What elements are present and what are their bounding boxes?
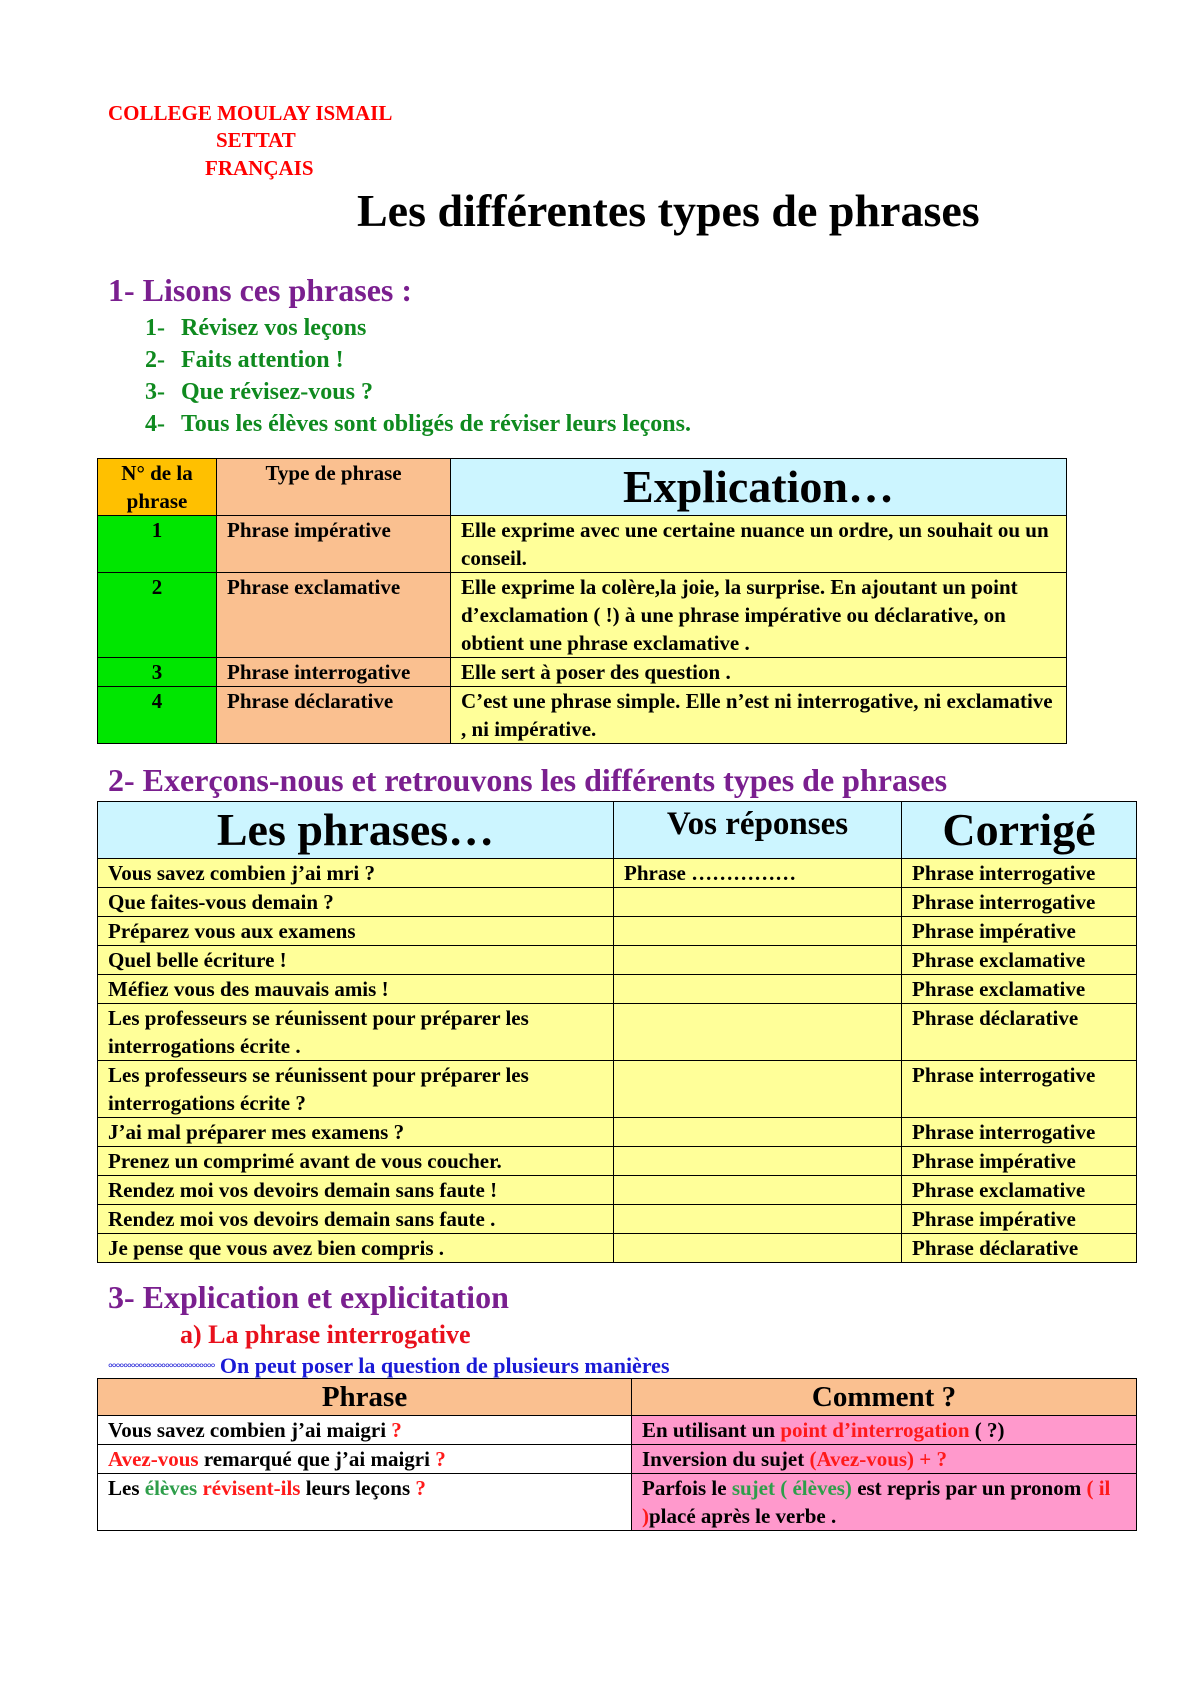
table-header-row [98, 1379, 1137, 1416]
cell-reponse[interactable] [614, 888, 902, 917]
table-row [98, 1004, 1137, 1061]
subject-name: FRANÇAIS [205, 156, 314, 180]
section3-subheading: a) La phrase interrogative [180, 1320, 471, 1349]
cell-explication: Elle exprime avec une certaine nuance un ordre, un souhait ou un conseil. [451, 516, 1067, 573]
list-item: 4- Tous les élèves sont obligés de réviser leurs leçons. [145, 411, 691, 437]
list-item: 2- Faits attention ! [145, 347, 344, 373]
col-header-num: N° de la phrase [98, 459, 217, 516]
table-row [98, 1118, 1137, 1147]
cell-reponse[interactable] [614, 1118, 902, 1147]
col-header-corrige: Corrigé [902, 802, 1137, 859]
cell-reponse[interactable]: Phrase …………… [614, 859, 902, 888]
cell-corrige: Phrase exclamative [902, 946, 1137, 975]
table-row [98, 1205, 1137, 1234]
cell-corrige: Phrase exclamative [902, 1176, 1137, 1205]
cell-reponse[interactable] [614, 975, 902, 1004]
bullet-dots: °°°°°°°°°°°°°°°°°°°°°°°°°°°° [108, 1360, 215, 1375]
table-row [98, 1445, 1137, 1474]
cell-phrase: Vous savez combien j’ai maigri ? [98, 1416, 632, 1445]
col-header-phrase: Phrase [98, 1379, 632, 1416]
table-row [98, 1474, 1137, 1531]
school-name: COLLEGE MOULAY ISMAIL [108, 101, 393, 125]
cell-phrase: Les professeurs se réunissent pour préparer les interrogations écrite ? [98, 1061, 614, 1118]
table-row [98, 516, 1067, 573]
col-header-phrases: Les phrases… [98, 802, 614, 859]
cell-reponse[interactable] [614, 1061, 902, 1118]
cell-comment: Parfois le sujet ( élèves) est repris par un pronom ( il )placé après le verbe . [632, 1474, 1137, 1531]
table-header-row [98, 802, 1137, 859]
cell-phrase: Je pense que vous avez bien compris . [98, 1234, 614, 1263]
cell-type: Phrase exclamative [217, 573, 451, 658]
cell-reponse[interactable] [614, 1004, 902, 1061]
table-row [98, 888, 1137, 917]
cell-corrige: Phrase impérative [902, 1205, 1137, 1234]
list-item: 1- Révisez vos leçons [145, 315, 367, 341]
cell-corrige: Phrase déclarative [902, 1234, 1137, 1263]
city-name: SETTAT [216, 128, 296, 152]
cell-num: 3 [98, 658, 217, 687]
section1-heading: 1- Lisons ces phrases : [108, 272, 413, 308]
cell-phrase: Avez-vous remarqué que j’ai maigri ? [98, 1445, 632, 1474]
table-header-row [98, 459, 1067, 516]
table-row [98, 975, 1137, 1004]
cell-corrige: Phrase interrogative [902, 859, 1137, 888]
table-row [98, 917, 1137, 946]
cell-num: 4 [98, 687, 217, 744]
section2-heading: 2- Exerçons-nous et retrouvons les différents types de phrases [108, 762, 948, 798]
col-header-type: Type de phrase [217, 459, 451, 516]
table-row [98, 1061, 1137, 1118]
interrogative-table [97, 1378, 1137, 1531]
cell-num: 1 [98, 516, 217, 573]
cell-num: 2 [98, 573, 217, 658]
section3-heading: 3- Explication et explicitation [108, 1279, 509, 1315]
cell-reponse[interactable] [614, 917, 902, 946]
col-header-comment: Comment ? [632, 1379, 1137, 1416]
cell-type: Phrase interrogative [217, 658, 451, 687]
table-row [98, 687, 1067, 744]
table-row [98, 1176, 1137, 1205]
table-row [98, 1416, 1137, 1445]
exercise-table [97, 801, 1137, 1263]
cell-explication: Elle sert à poser des question . [451, 658, 1067, 687]
cell-reponse[interactable] [614, 1234, 902, 1263]
cell-phrase: Rendez moi vos devoirs demain sans faute . [98, 1205, 614, 1234]
cell-phrase: Que faites-vous demain ? [98, 888, 614, 917]
cell-corrige: Phrase déclarative [902, 1004, 1137, 1061]
cell-reponse[interactable] [614, 1147, 902, 1176]
cell-phrase: Les professeurs se réunissent pour préparer les interrogations écrite . [98, 1004, 614, 1061]
cell-type: Phrase impérative [217, 516, 451, 573]
cell-phrase: J’ai mal préparer mes examens ? [98, 1118, 614, 1147]
table-row [98, 658, 1067, 687]
cell-phrase: Préparez vous aux examens [98, 917, 614, 946]
cell-phrase: Prenez un comprimé avant de vous coucher. [98, 1147, 614, 1176]
cell-phrase: Rendez moi vos devoirs demain sans faute ! [98, 1176, 614, 1205]
cell-reponse[interactable] [614, 1205, 902, 1234]
cell-reponse[interactable] [614, 946, 902, 975]
cell-phrase: Les élèves révisent-ils leurs leçons ? [98, 1474, 632, 1531]
cell-type: Phrase déclarative [217, 687, 451, 744]
col-header-reponses: Vos réponses [614, 802, 902, 859]
col-header-explication: Explication… [451, 459, 1067, 516]
cell-explication: C’est une phrase simple. Elle n’est ni interrogative, ni exclamative , ni impérative. [451, 687, 1067, 744]
table-row [98, 1147, 1137, 1176]
note-line [108, 1353, 670, 1379]
cell-explication: Elle exprime la colère,la joie, la surprise. En ajoutant un point d’exclamation ( !) à une phrase impérative ou déclarative, on obtient une phrase exclamative . [451, 573, 1067, 658]
sentence-list [145, 312, 691, 440]
table-row [98, 573, 1067, 658]
table-row [98, 1234, 1137, 1263]
cell-corrige: Phrase impérative [902, 917, 1137, 946]
cell-corrige: Phrase interrogative [902, 1118, 1137, 1147]
note-text: On peut poser la question de plusieurs manières [219, 1353, 670, 1378]
cell-corrige: Phrase interrogative [902, 888, 1137, 917]
cell-comment: En utilisant un point d’interrogation ( ?) [632, 1416, 1137, 1445]
list-item: 3- Que révisez-vous ? [145, 379, 373, 405]
cell-corrige: Phrase exclamative [902, 975, 1137, 1004]
cell-corrige: Phrase impérative [902, 1147, 1137, 1176]
page-title: Les différentes types de phrases [357, 185, 980, 236]
table-row [98, 859, 1137, 888]
table-row [98, 946, 1137, 975]
types-table [97, 458, 1067, 744]
cell-phrase: Quel belle écriture ! [98, 946, 614, 975]
cell-phrase: Vous savez combien j’ai mri ? [98, 859, 614, 888]
cell-comment: Inversion du sujet (Avez-vous) + ? [632, 1445, 1137, 1474]
cell-corrige: Phrase interrogative [902, 1061, 1137, 1118]
cell-reponse[interactable] [614, 1176, 902, 1205]
cell-phrase: Méfiez vous des mauvais amis ! [98, 975, 614, 1004]
